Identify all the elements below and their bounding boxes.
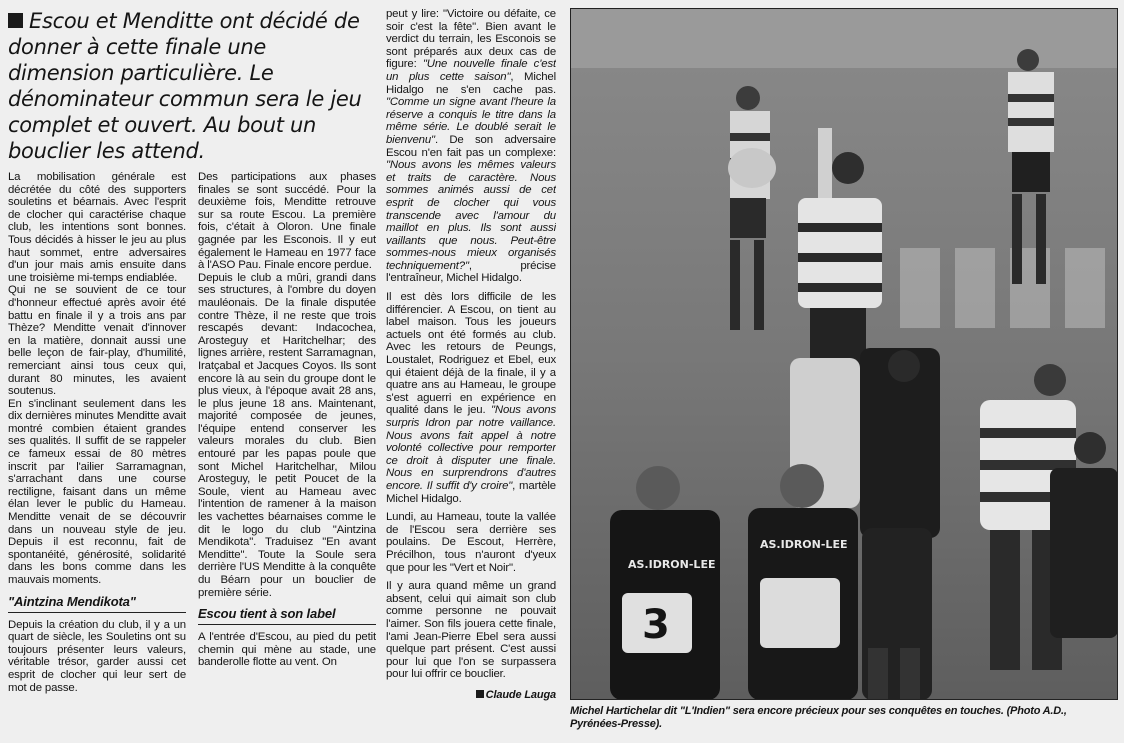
quote-run: "Nous avons surpris Idron par notre vaillance. Nous avons fait appel à notre volonté collective pour remporter ce droit à disputer une finale. Nous en surprendrons d'autres encore. Il suffit d'y croire" (386, 404, 556, 492)
foreground-player-dark (862, 528, 932, 700)
article-column-2 (198, 171, 376, 741)
byline-author: Claude Lauga (485, 688, 556, 701)
paragraph: A l'entrée d'Escou, au pied du petit chemin qui mène au stade, une banderolle flotte au vent. On (198, 631, 376, 669)
quote-run: "Comme un signe avant l'heure la réserve a conquis le titre dans la même série. Le doublé serait le bienvenu" (386, 96, 556, 146)
photo-caption: Michel Hartichelar dit "L'Indien" sera encore précieux pour ses conquêtes en touches. (Photo A.D., Pyrénées-Presse). (570, 705, 1067, 730)
lead-intro (8, 8, 378, 166)
lead-square-bullet (8, 13, 23, 28)
paragraph: La mobilisation générale est décrétée du côté des supporters souletins et béarnais. Avec l'esprit de clocher qui caractérise chaque club, les intentions sont bonnes. Tous décidés à hisser le jeu au plus haut sommet, entre adversaires d'un jour mais amis ensuite dans une troisième mi-temps endiablée. (8, 171, 186, 284)
jersey-text-left: AS.IDRON-LEE (628, 558, 716, 571)
byline-square (476, 690, 484, 698)
quote-run: "Nous avons les mêmes valeurs et traits de caractère. Nous sommes animés aussi de cet esprit de clocher qui vous transcende avec l'amour du maillot en plus. Ils sont aussi vaillants que nous. Peut-être sommes-nous mieux organisés techniquement?" (386, 159, 556, 272)
article-column-1 (8, 171, 186, 741)
subheading-escou: Escou tient à son label (198, 607, 376, 625)
paragraph: Depuis le club a mûri, grandi dans ses structures, à l'ombre du doyen mauléonais. De la finale disputée contre Thèze, il ne reste que trois rescapés devant: Indacochea, Arosteguy et Haritchelhar; des lignes arrière, restent Sarramagnan, Iratçabal et Jacques Coyos. Ils sont encore là au sein du groupe dont le plus vieux, à l'époque avait 28 ans, le plus jeune 18 ans. Maintenant, majorité composée de jeunes, l'équipe entend conserver les valeurs morales du club. Bien entouré par les papas poule que sont Michel Haritchelhar, Milou Arosteguy, le petit Poucet de la Soule, vient au Hameau avec l'intention de ramener à la maison les vachettes béarnaises comme le dit le logo du club "Aintzina Mendikota". Traduisez "En avant Menditte". Toute la Soule sera derrière l'US Menditte à la conquête du Béarn pour un bouclier de première série. (198, 271, 376, 599)
rugby-lineout-photo (570, 8, 1118, 700)
paragraph: Depuis la création du club, il y a un quart de siècle, les Souletins ont su toujours présenter leurs valeurs, véritable trésor, garder aussi cet esprit de clocher qui leur sert de mot de passe. (8, 618, 186, 694)
byline (386, 689, 556, 702)
paragraph: En s'inclinant seulement dans les dix dernières minutes Menditte avait montré combien étaient grandes ses qualités. Il suffit de se rappeler ce fameux essai de 80 mètres inscrit par l'ailier Sarramagnan, s'arrachant dans une course rectiligne, faisant dans un même élan lever le public du Hameau. Menditte venait de se découvrir dans un nouveau style de jeu. Depuis il est reconnu, fait de spontanéité, générosité, solidarité dans les bons comme dans les mauvais moments. (8, 397, 186, 586)
text-run: peut y lire: "Victoire ou défaite, ce soir c'est la fête". Bien avant le verdict du terrain, les Esconois se sont préparés aux deux cas de figure: (386, 8, 556, 71)
paragraph: Il y aura quand même un grand absent, celui qui aimait son club comme personne ne pouvait l'aimer. Son fils jouera cette finale, l'ami Jean-Pierre Ebel sera aussi quelque part présent. C'est aussi pour lui que l'on se surpassera pour lui offrir ce bouclier. (386, 580, 556, 681)
lead-text: Escou et Menditte ont décidé de donner à cette finale une dimension particulière. Le dénominateur commun sera le jeu complet et ouvert. Au bout un bouclier les attend. (8, 9, 362, 163)
text-run: , précise l'entraîneur, Michel Hidalgo. (386, 259, 556, 285)
quote-run: "Une nouvelle finale c'est un plus cette saison" (386, 58, 556, 83)
paragraph (386, 8, 556, 285)
text-run: , martèle Michel Hidalgo. (386, 479, 556, 505)
text-run: Il est dès lors difficile de les différencier. A Escou, on tient au label maison. Tous les joueurs actuels ont été formés au club. Avec les retours de Peungs, Loustalet, Rodriguez et Ebel, eux qui étaient déjà de la finale, il y a quatre ans au Hameau, le groupe s'est aguerri en expérience en qualité dans le jeu. (386, 291, 556, 417)
photo-illustration (570, 8, 1118, 700)
text-run: . De son adversaire Escou n'en fait pas un complexe: (386, 133, 556, 159)
text-run: , Michel Hidalgo ne s'en cache pas. (386, 70, 556, 96)
paragraph: Qui ne se souvient de ce tour d'honneur effectué après avoir été battu en finale il y a trois ans par Thèze? Menditte venait d'innover en la matière, donnait aussi une belle leçon de fair-play, d'humilité, remerciant ainsi tous ceux qui, durant 80 minutes, les avaient soutenus. (8, 284, 186, 398)
paragraph: Lundi, au Hameau, toute la vallée de l'Escou sera derrière ses poulains. De Escout, Herrère, Précilhon, tous n'auront d'yeux que pour les "Vert et Noir". (386, 511, 556, 574)
paragraph: Des participations aux phases finales se sont succédé. Pour la deuxième fois, Menditte retrouve sur sa route Escou. La première fois, c'était à Oloron. Une finale gagnée par les Esconois. Il y eut également le Hameau en 1977 face à l'ASO Pau. Finale encore perdue. (198, 171, 376, 272)
subheading-aintzina: "Aintzina Mendikota" (8, 595, 186, 613)
paragraph (386, 291, 556, 505)
jersey-text-center: AS.IDRON-LEE (760, 538, 848, 551)
jersey-number: 3 (642, 602, 670, 648)
article-column-3 (386, 8, 556, 741)
